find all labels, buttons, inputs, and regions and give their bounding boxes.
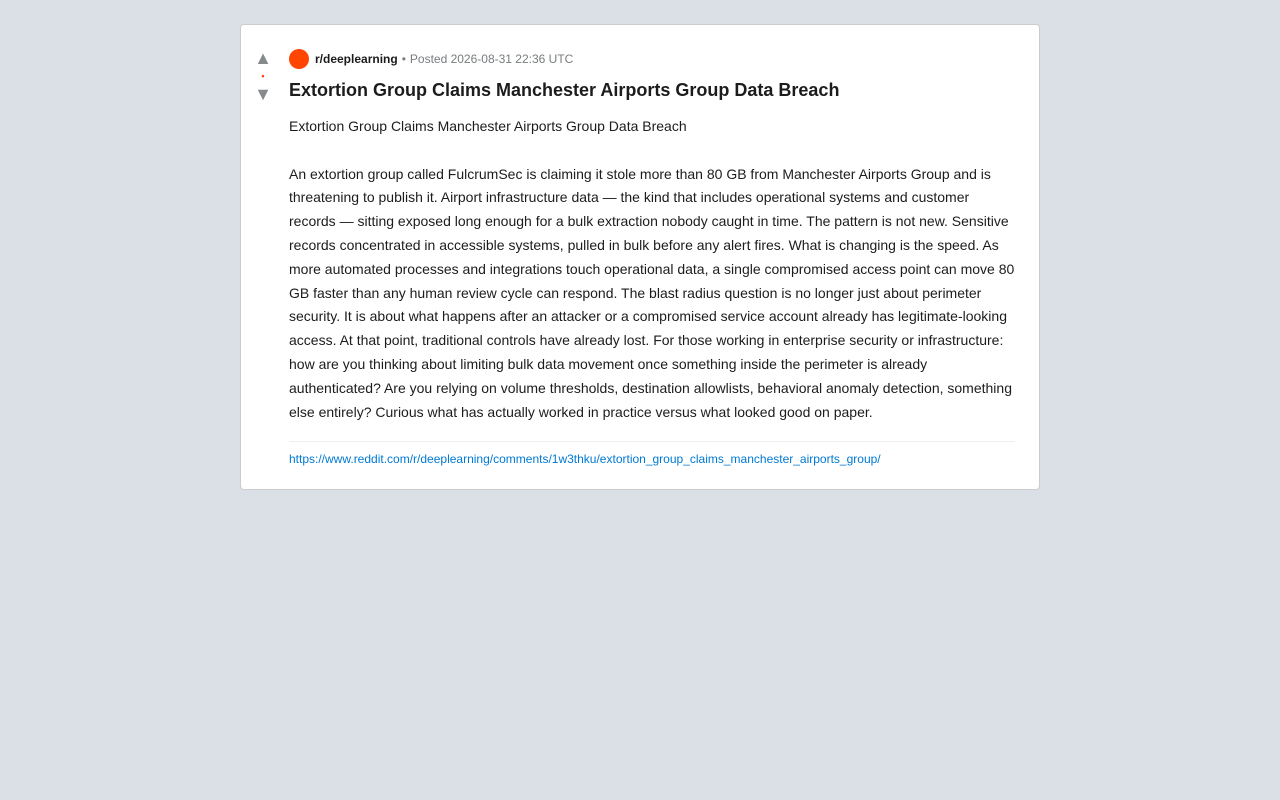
post-content — [289, 49, 1015, 466]
subreddit-avatar-icon[interactable] — [289, 49, 309, 69]
post-body-intro: Extortion Group Claims Manchester Airports Group Data Breach — [289, 118, 687, 134]
post-title[interactable]: Extortion Group Claims Manchester Airports Group Data Breach — [289, 80, 840, 100]
post-timestamp: Posted 2026-08-31 22:36 UTC — [409, 52, 574, 66]
post-meta — [289, 49, 1015, 69]
vote-score: • — [261, 71, 265, 81]
downvote-arrow-icon[interactable]: ▼ — [254, 84, 272, 104]
vote-column — [241, 49, 285, 103]
subreddit-name-link[interactable]: r/deeplearning — [315, 52, 398, 66]
post-footer — [289, 441, 1015, 466]
post-body — [289, 115, 1015, 424]
meta-separator: • — [401, 52, 406, 66]
post-permalink[interactable]: https://www.reddit.com/r/deeplearning/comments/1w3thku/extortion_group_claims_manchester_airports_group/ — [289, 452, 881, 467]
post-body-main: An extortion group called FulcrumSec is claiming it stole more than 80 GB from Manchester Airports Group and is threatening to publish it. Airport infrastructure data — the kind that includes operational systems and customer records — sitting exposed long enough for a bulk extraction nobody caught in time. The pattern is not new. Sensitive records concentrated in accessible systems, pulled in bulk before any alert fires. What is changing is the speed. As more automated processes and integrations touch operational data, a single compromised access point can move 80 GB faster than any human review cycle can respond. The blast radius question is no longer just about perimeter security. It is about what happens after an attacker or a compromised service account already has legitimate-looking access. At that point, traditional controls have already lost. For those working in enterprise security or infrastructure: how are you thinking about limiting bulk data movement once something inside the perimeter is already authenticated? Are you relying on volume thresholds, destination allowlists, behavioral anomaly detection, something else entirely? Curious what has actually worked in practice versus what looked good on paper. — [289, 165, 1015, 420]
post-card — [240, 24, 1040, 490]
upvote-arrow-icon[interactable]: ▲ — [254, 48, 272, 68]
